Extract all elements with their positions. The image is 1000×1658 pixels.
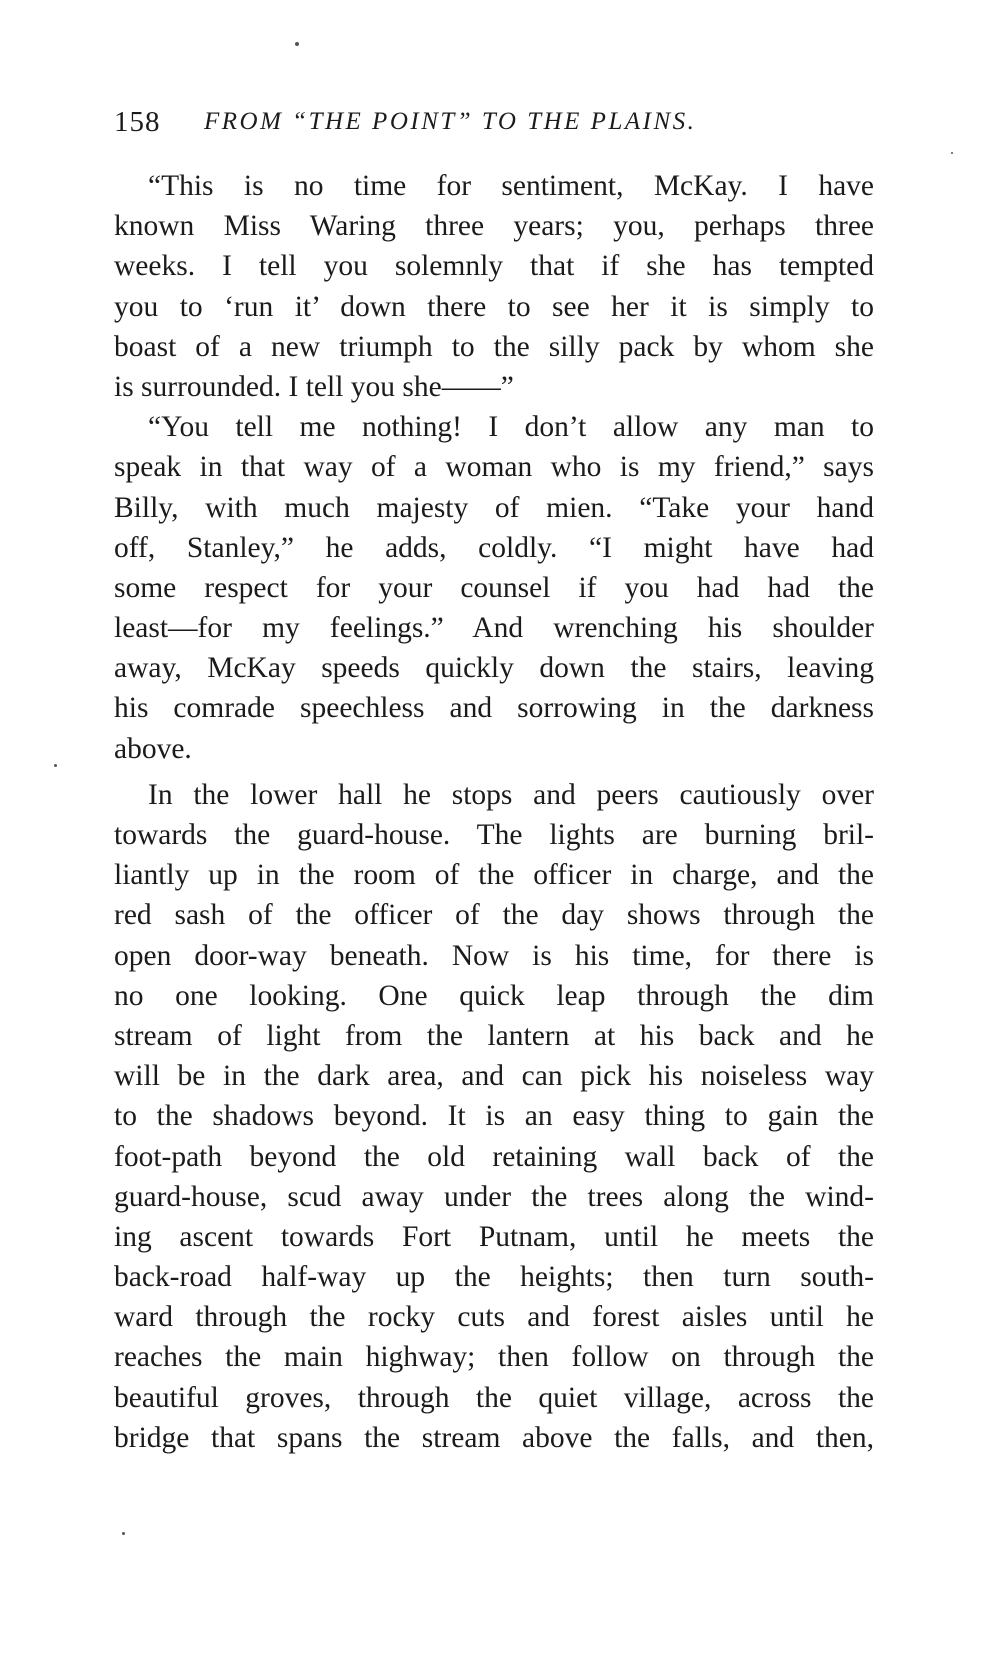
- text-line: “This is no time for sentiment, McKay. I have: [148, 170, 874, 202]
- text-line: liantly up in the room of the officer in charge, and the: [114, 859, 874, 892]
- text-line: Billy, with much majesty of mien. “Take your hand: [114, 491, 874, 524]
- print-speck: [951, 152, 953, 154]
- text-line: least—for my feelings.” And wrenching his shoulder: [114, 612, 874, 645]
- body-text: [114, 166, 874, 1458]
- print-speck: [54, 764, 57, 767]
- text-line: to the shadows beyond. It is an easy thing to gain the: [114, 1100, 874, 1133]
- text-line: away, McKay speeds quickly down the stairs, leaving: [114, 652, 874, 685]
- text-line: is surrounded. I tell you she——”: [114, 370, 514, 403]
- running-title: FROM “THE POINT” TO THE PLAINS.: [204, 108, 697, 135]
- text-line: towards the guard-house. The lights are burning bril-: [114, 819, 874, 851]
- text-line: ing ascent towards Fort Putnam, until he meets the: [114, 1220, 874, 1253]
- text-line: off, Stanley,” he adds, coldly. “I might have had: [114, 531, 874, 564]
- text-line: ward through the rocky cuts and forest aisles until he: [114, 1301, 874, 1334]
- text-line: speak in that way of a woman who is my friend,” says: [114, 451, 874, 484]
- print-speck: [122, 1532, 125, 1535]
- text-line: boast of a new triumph to the silly pack by whom she: [114, 330, 874, 363]
- paragraph: [114, 166, 874, 407]
- text-line: will be in the dark area, and can pick his noiseless way: [114, 1060, 874, 1093]
- paragraph: [114, 775, 874, 1458]
- text-line: In the lower hall he stops and peers cautiously over: [148, 778, 874, 811]
- text-line: you to ‘run it’ down there to see her it is simply to: [114, 290, 874, 323]
- text-line: weeks. I tell you solemnly that if she has tempted: [114, 250, 874, 283]
- text-line: above.: [114, 732, 192, 765]
- text-line: some respect for your counsel if you had had the: [114, 571, 874, 604]
- paragraph: [114, 407, 874, 769]
- text-line: known Miss Waring three years; you, perhaps three: [114, 210, 874, 243]
- text-line: “You tell me nothing! I don’t allow any man to: [148, 411, 874, 444]
- text-line: back-road half-way up the heights; then turn south-: [114, 1261, 874, 1294]
- text-line: guard-house, scud away under the trees along the wind-: [114, 1180, 874, 1213]
- text-line: red sash of the officer of the day shows through the: [114, 899, 874, 932]
- text-line: reaches the main highway; then follow on through the: [114, 1341, 874, 1374]
- page-number: 158: [114, 106, 161, 138]
- running-head: [114, 102, 874, 142]
- text-line: beautiful groves, through the quiet village, across the: [114, 1381, 874, 1414]
- print-speck: [295, 42, 299, 46]
- text-line: bridge that spans the stream above the falls, and then,: [114, 1421, 874, 1454]
- text-line: foot-path beyond the old retaining wall back of the: [114, 1140, 874, 1173]
- text-line: stream of light from the lantern at his back and he: [114, 1019, 874, 1052]
- text-line: his comrade speechless and sorrowing in the darkness: [114, 692, 874, 725]
- text-line: open door-way beneath. Now is his time, for there is: [114, 939, 874, 972]
- text-line: no one looking. One quick leap through the dim: [114, 979, 874, 1012]
